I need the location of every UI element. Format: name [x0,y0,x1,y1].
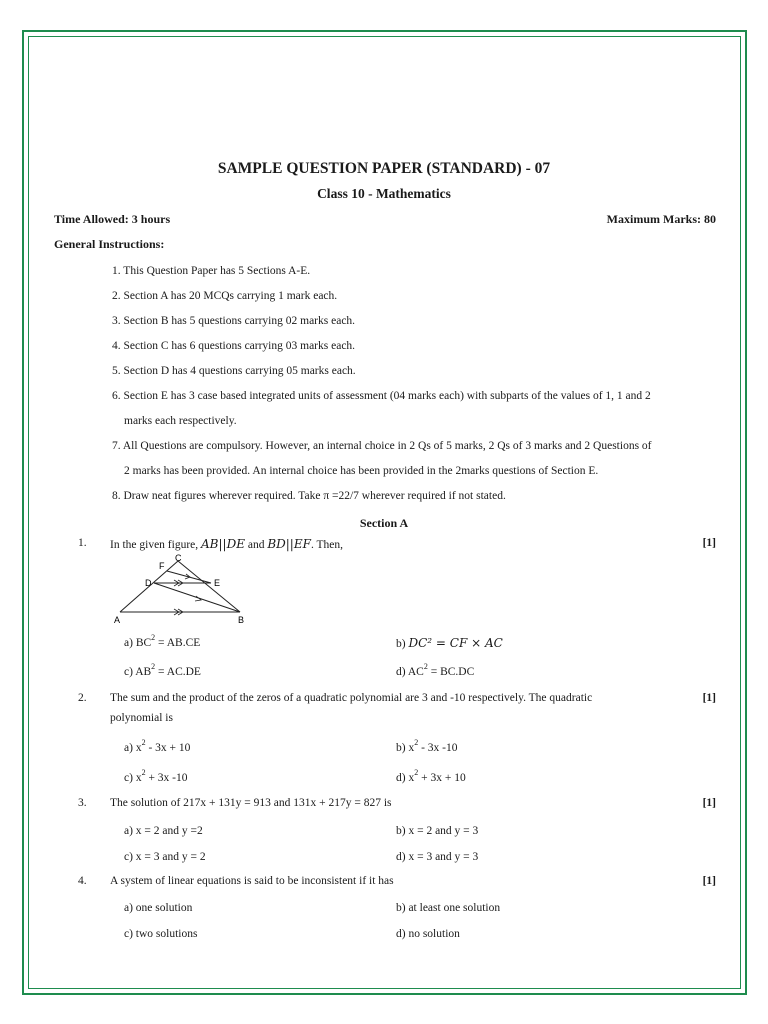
instruction-item: 1. This Question Paper has 5 Sections A-E. [112,265,311,277]
maximum-marks: Maximum Marks: 80 [606,212,716,226]
question-text: A system of linear equations is said to be inconsistent if it has [110,875,394,887]
instruction-item: 2. Section A has 20 MCQs carrying 1 mark each. [112,290,338,302]
question-number: 4. [78,875,87,887]
option-b: b) DC² = CF × AC [396,636,503,650]
instruction-item: 8. Draw neat figures wherever required. Take π =22/7 wherever required if not stated. [112,490,506,502]
option-d: d) x = 3 and y = 3 [396,851,479,863]
option-d: d) no solution [396,928,460,940]
instruction-item-continuation: marks each respectively. [124,415,237,427]
option-a: a) $BC^2 = AB.CE$ [124,633,201,649]
option-d: d) $x^2 + 3x + 10$ [396,768,466,784]
question-marks: [1] [702,692,716,704]
label-b: B [238,615,245,625]
question-text: In the given figure, AB||DE and BD||EF. Then, [110,537,343,551]
option-a: a) x = 2 and y =2 [124,825,203,837]
option-c: c) $x^2 + 3x$ -10 [124,768,188,784]
question-text-continuation: polynomial is [110,712,173,724]
option-c: c) $AB^2 = AC.DE$ [124,662,201,678]
paper-subtitle: Class 10 - Mathematics [317,186,451,201]
option-b: b) x = 2 and y = 3 [396,825,479,837]
question-text: The solution of 217x + 131y = 913 and 131x + 217y = 827 is [110,797,392,809]
instruction-item: 4. Section C has 6 questions carrying 03 marks each. [112,340,356,352]
option-c: c) two solutions [124,928,198,940]
side-cb [178,561,240,612]
option-d: d) $AC^2 = BC.DC$ [396,662,475,678]
question-text: The sum and the product of the zeros of a quadratic polynomial are 3 and -10 respectively. The quadratic [110,692,593,704]
instruction-item-continuation: 2 marks has been provided. An internal choice has been provided in the 2marks questions of Section E. [124,465,599,477]
instruction-item: 3. Section B has 5 questions carrying 02 marks each. [112,315,356,327]
time-allowed: Time Allowed: 3 hours [54,212,171,226]
paper-title: SAMPLE QUESTION PAPER (STANDARD) - 07 [217,160,551,177]
triangle-figure [112,554,262,626]
question-number: 2. [78,692,87,704]
option-a: a) one solution [124,902,193,914]
instructions-heading: General Instructions: [54,237,165,251]
question-number: 1. [78,537,87,549]
segment-bd [154,583,240,612]
question-marks: [1] [702,537,716,549]
option-b: b) at least one solution [396,902,501,914]
page-border-inner [28,36,741,989]
label-f: F [159,561,165,571]
instruction-item: 5. Section D has 4 questions carrying 05 marks each. [112,365,356,377]
question-number: 3. [78,797,87,809]
label-c: C [175,554,182,563]
option-b: b) $x^2 - 3x$ -10 [396,738,458,754]
instruction-item: 7. All Questions are compulsory. However, an internal choice in 2 Qs of 5 marks, 2 Qs of 3 marks and 2 Questions of [112,440,652,452]
label-e: E [214,578,221,588]
option-a: a) $x^2 - 3x + 10$ [124,738,191,754]
question-marks: [1] [702,875,716,887]
question-marks: [1] [702,797,716,809]
label-d: D [145,578,152,588]
instruction-item: 6. Section E has 3 case based integrated units of assessment (04 marks each) with subparts of the values of 1, 1 and 2 [112,390,651,402]
label-a: A [114,615,121,625]
section-heading: Section A [359,516,409,530]
option-c: c) x = 3 and y = 2 [124,851,206,863]
